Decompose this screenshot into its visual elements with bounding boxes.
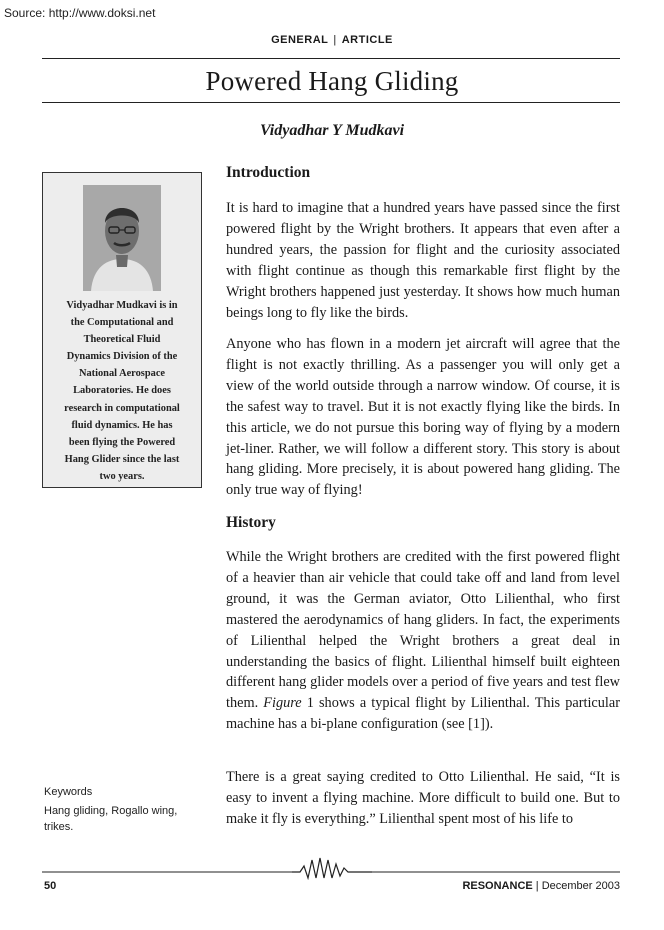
history-paragraph-1 [226,547,620,735]
author-bio-line: Hang Glider since the last [64,453,180,465]
history-p1-text-b: 1 shows a typical flight by Lilienthal. This particular machine has a bi-plane configuration (see [1]). [226,695,620,733]
keywords-heading: Keywords [44,786,93,798]
author-portrait-image [83,185,161,291]
author-bio-box [42,172,202,488]
author-bio [48,297,196,485]
header-section: GENERAL [271,34,329,46]
author-bio-line: two years. [99,470,145,482]
author-bio-line: research in computational [64,402,180,414]
title-top-rule [42,58,620,59]
author-bio-line: Theoretical Fluid [83,334,161,346]
source-url[interactable]: Source: http://www.doksi.net [4,6,156,20]
header-type: ARTICLE [341,34,393,46]
author-bio-line: Dynamics Division of the [66,351,178,363]
history-heading: History [226,514,276,531]
page-number: 50 [44,880,57,892]
article-title: Powered Hang Gliding [205,66,459,96]
author-bio-line: Vidyadhar Mudkavi is in [66,300,178,311]
header-separator: | [333,34,337,46]
introduction-heading: Introduction [226,164,311,181]
issue-date: December 2003 [541,880,620,892]
figure-reference[interactable]: Figure [263,695,302,712]
author-photo [83,185,161,291]
author-bio-line: fluid dynamics. He has [71,419,173,431]
author-bio-line: National Aerospace [78,368,166,380]
journal-name: RESONANCE [462,880,533,892]
author-bio-line: the Computational and [70,317,174,329]
intro-paragraph-1: It is hard to imagine that a hundred years have passed since the first powered flight by the Wright brothers. It appears that even after a hundred years, the passion for flight and the curiosity associated with flight continue as though this remarkable first flight by the Wright brothers happened just yesterday. It shows how much human beings long to fly like the birds. [226,200,620,321]
author-bio-line: been flying the Powered [68,436,176,448]
running-header [0,34,664,46]
footer-wave-rule [42,856,620,880]
journal-footer [462,880,620,892]
author-name: Vidyadhar Y Mudkavi [259,122,405,139]
history-paragraph-2: There is a great saying credited to Otto Lilienthal. He said, “It is easy to invent a flying machine. More difficult to build one. But to make it fly is everything.” Lilienthal spent most of his life to [226,769,620,827]
title-bottom-rule [42,102,620,103]
keywords-list: Hang gliding, Rogallo wing, trikes. [44,805,178,833]
author-bio-line: Laboratories. He does [73,385,171,397]
history-p1-text-a: While the Wright brothers are credited with the first powered flight of a heavier than air vehicle that could take off and land from level ground, it was the German aviator, Otto Lilienthal, who first mastered the aerodynamics of hang gliders. In fact, the experiments of Lilienthal helped the Wright brothers a great deal in understanding the basics of flight. Lilienthal himself built eighteen different hang glider models over a period of five years and test flew them. [226,549,620,712]
intro-paragraph-2: Anyone who has flown in a modern jet aircraft will agree that the flight is not exactly thrilling. As a passenger you will only get a view of the world outside through a narrow window. Of course, it is the safest way to travel. But it is not exactly flying like the birds. In this article, we do not pursue this boring way of flying by a modern jet-liner. Rather, we will follow a different story. This story is about hang gliding. More precisely, it is about powered hang gliding. The only true way of flying! [226,336,620,499]
footer-separator: | [535,880,539,892]
